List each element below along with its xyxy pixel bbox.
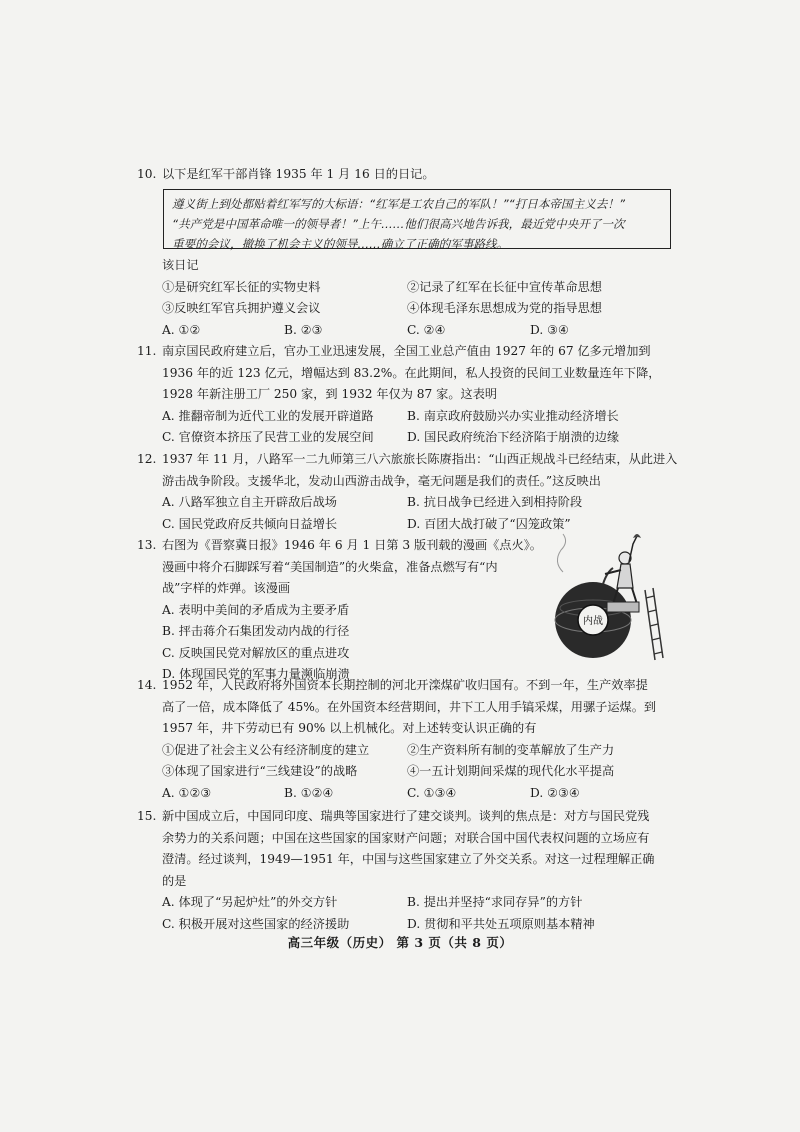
answer-options-row	[162, 406, 670, 428]
question-stem-line: 1957 年，井下劳动已有 90% 以上机械化。对上述转变认识正确的有	[162, 721, 537, 735]
question-stem-line: 1952 年，人民政府将外国资本长期控制的河北开滦煤矿收归国有。不到一年，生产效率提	[162, 678, 648, 692]
answer-options-row	[162, 914, 670, 936]
question-stem-line: 的是	[162, 873, 187, 888]
question-number: 13.	[137, 538, 157, 552]
question-11	[137, 341, 670, 449]
question-stem-line: 1936 年的近 123 亿元，增幅达到 83.2%。在此期间，私人投资的民间工业数量连年下降，	[162, 365, 661, 380]
question-stem-line: 1928 年新注册工厂 250 家，到 1932 年仅为 87 家。这表明	[162, 387, 498, 401]
question-stem-line: 战”字样的炸弹。该漫画	[162, 581, 291, 595]
diary-excerpt-box	[163, 189, 671, 249]
statement-item: ④体现毛泽东思想成为党的指导思想	[407, 301, 602, 315]
option-b[interactable]: B. 提出并坚持“求同存异”的方针	[407, 895, 583, 909]
page-footer: 高三年级（历史） 第 3 页（共 8 页）	[287, 935, 513, 950]
statement-row	[162, 740, 670, 762]
diary-line: “共产党是中国革命唯一的领导者！”上午……他们很高兴地告诉我，最近党中央开了一次	[172, 217, 625, 231]
option-c[interactable]: C. 官僚资本挤压了民营工业的发展空间	[162, 430, 374, 444]
question-10	[137, 164, 670, 186]
option-d[interactable]: D. 体现国民党的军事力量濒临崩溃	[162, 667, 350, 681]
question-stem-line: 1937 年 11 月，八路军一二九师第三八六旅旅长陈赓指出：“山西正规战斗已经结束，从此进入	[162, 452, 678, 466]
option-c[interactable]: C. 积极开展对这些国家的经济援助	[162, 916, 350, 931]
cartoon-lighting-fire	[533, 532, 668, 662]
statement-item: ①促进了社会主义公有经济制度的建立	[162, 742, 370, 757]
question-stem-line: 新中国成立后，中国同印度、瑞典等国家进行了建交谈判。谈判的焦点是：对方与国民党残	[162, 809, 650, 823]
option-d[interactable]: D. ③④	[530, 322, 569, 337]
question-stem-line: 澄清。经过谈判，1949—1951 年，中国与这些国家建立了外交关系。对这一过程理解正确	[162, 852, 655, 866]
question-stem: 以下是红军干部肖锋 1935 年 1 月 16 日的日记。	[162, 167, 435, 181]
question-10-body	[140, 255, 670, 341]
question-stem-line: 漫画中将介石脚踩写着“美国制造”的火柴盒，准备点燃写有“内	[162, 559, 498, 574]
statement-row	[162, 298, 670, 320]
option-a[interactable]: A. 体现了“另起炉灶”的外交方针	[162, 895, 338, 909]
answer-options	[162, 320, 670, 342]
option-a[interactable]: A. ①②③	[162, 785, 212, 800]
answer-options-row	[162, 892, 670, 914]
question-stem-line: 游击战争阶段。支援华北，发动山西游击战争，毫无问题是我们的责任。”这反映出	[162, 473, 601, 488]
option-c[interactable]: C. 反映国民党对解放区的重点进攻	[162, 645, 350, 660]
statement-row	[162, 277, 670, 299]
statement-item: ④一五计划期间采煤的现代化水平提高	[407, 764, 615, 778]
statement-item: ①是研究红军长征的实物史料	[162, 279, 321, 294]
statement-item: ③体现了国家进行“三线建设”的战略	[162, 764, 358, 778]
option-b[interactable]: B. 抗日战争已经进入到相持阶段	[407, 495, 583, 509]
option-a[interactable]: A. 推翻帝制为近代工业的发展开辟道路	[162, 408, 374, 423]
option-a[interactable]: A. 八路军独立自主开辟敌后战场	[162, 495, 337, 509]
statement-item: ③反映红军官兵拥护遵义会议	[162, 301, 321, 315]
option-c[interactable]: C. ②④	[407, 322, 446, 337]
option-d[interactable]: D. 国民政府统治下经济陷于崩溃的边缘	[407, 430, 620, 444]
question-number: 12.	[137, 452, 157, 466]
statement-item: ②生产资料所有制的变革解放了生产力	[407, 742, 615, 757]
option-b[interactable]: B. 抨击蒋介石集团发动内战的行径	[162, 624, 350, 638]
question-number: 10.	[137, 167, 157, 181]
question-stem-line: 右图为《晋察冀日报》1946 年 6 月 1 日第 3 版刊载的漫画《点火》。	[162, 538, 542, 552]
option-b[interactable]: B. ②③	[284, 322, 323, 337]
option-c[interactable]: C. 国民党政府反共倾向日益增长	[162, 516, 338, 531]
diary-line: 重要的会议，撤换了机会主义的领导……确立了正确的军事路线。	[172, 237, 509, 251]
question-number: 14.	[137, 678, 157, 692]
option-c[interactable]: C. ①③④	[407, 785, 457, 800]
option-a[interactable]: A. 表明中美间的矛盾成为主要矛盾	[162, 602, 350, 617]
diary-line: 遵义街上到处都贴着红军写的大标语：“红军是工农自己的军队！”“打日本帝国主义去！”	[172, 197, 625, 211]
question-15	[137, 806, 670, 935]
option-d[interactable]: D. ②③④	[530, 785, 580, 800]
answer-options	[162, 783, 670, 805]
question-14	[137, 675, 670, 804]
question-stem-line: 余势力的关系问题；中国在这些国家的国家财产问题；对联合国中国代表权问题的立场应有	[162, 830, 650, 845]
statement-row	[162, 761, 670, 783]
option-d[interactable]: D. 贯彻和平共处五项原则基本精神	[407, 916, 595, 931]
answer-options-row	[162, 427, 670, 449]
question-12	[137, 449, 678, 535]
question-stem-line: 高了一倍，成本降低了 45%。在外国资本经营期间，井下工人用手镐采煤，用骡子运煤。到	[162, 699, 657, 714]
option-d[interactable]: D. 百团大战打破了“囚笼政策”	[407, 516, 571, 531]
option-a[interactable]: A. ①②	[162, 322, 201, 337]
statement-item: ②记录了红军在长征中宣传革命思想	[407, 279, 602, 294]
answer-options-row	[162, 492, 670, 514]
option-b[interactable]: B. ①②④	[284, 785, 334, 800]
cartoon-bomb-label: 内战	[583, 616, 603, 627]
question-number: 11.	[137, 344, 157, 358]
question-stem-line: 南京国民政府建立后，官办工业迅速发展，全国工业总产值由 1927 年的 67 亿多元增加到	[162, 344, 651, 358]
question-number: 15.	[137, 809, 157, 823]
option-b[interactable]: B. 南京政府鼓励兴办实业推动经济增长	[407, 408, 619, 423]
question-lead: 该日记	[162, 258, 199, 272]
